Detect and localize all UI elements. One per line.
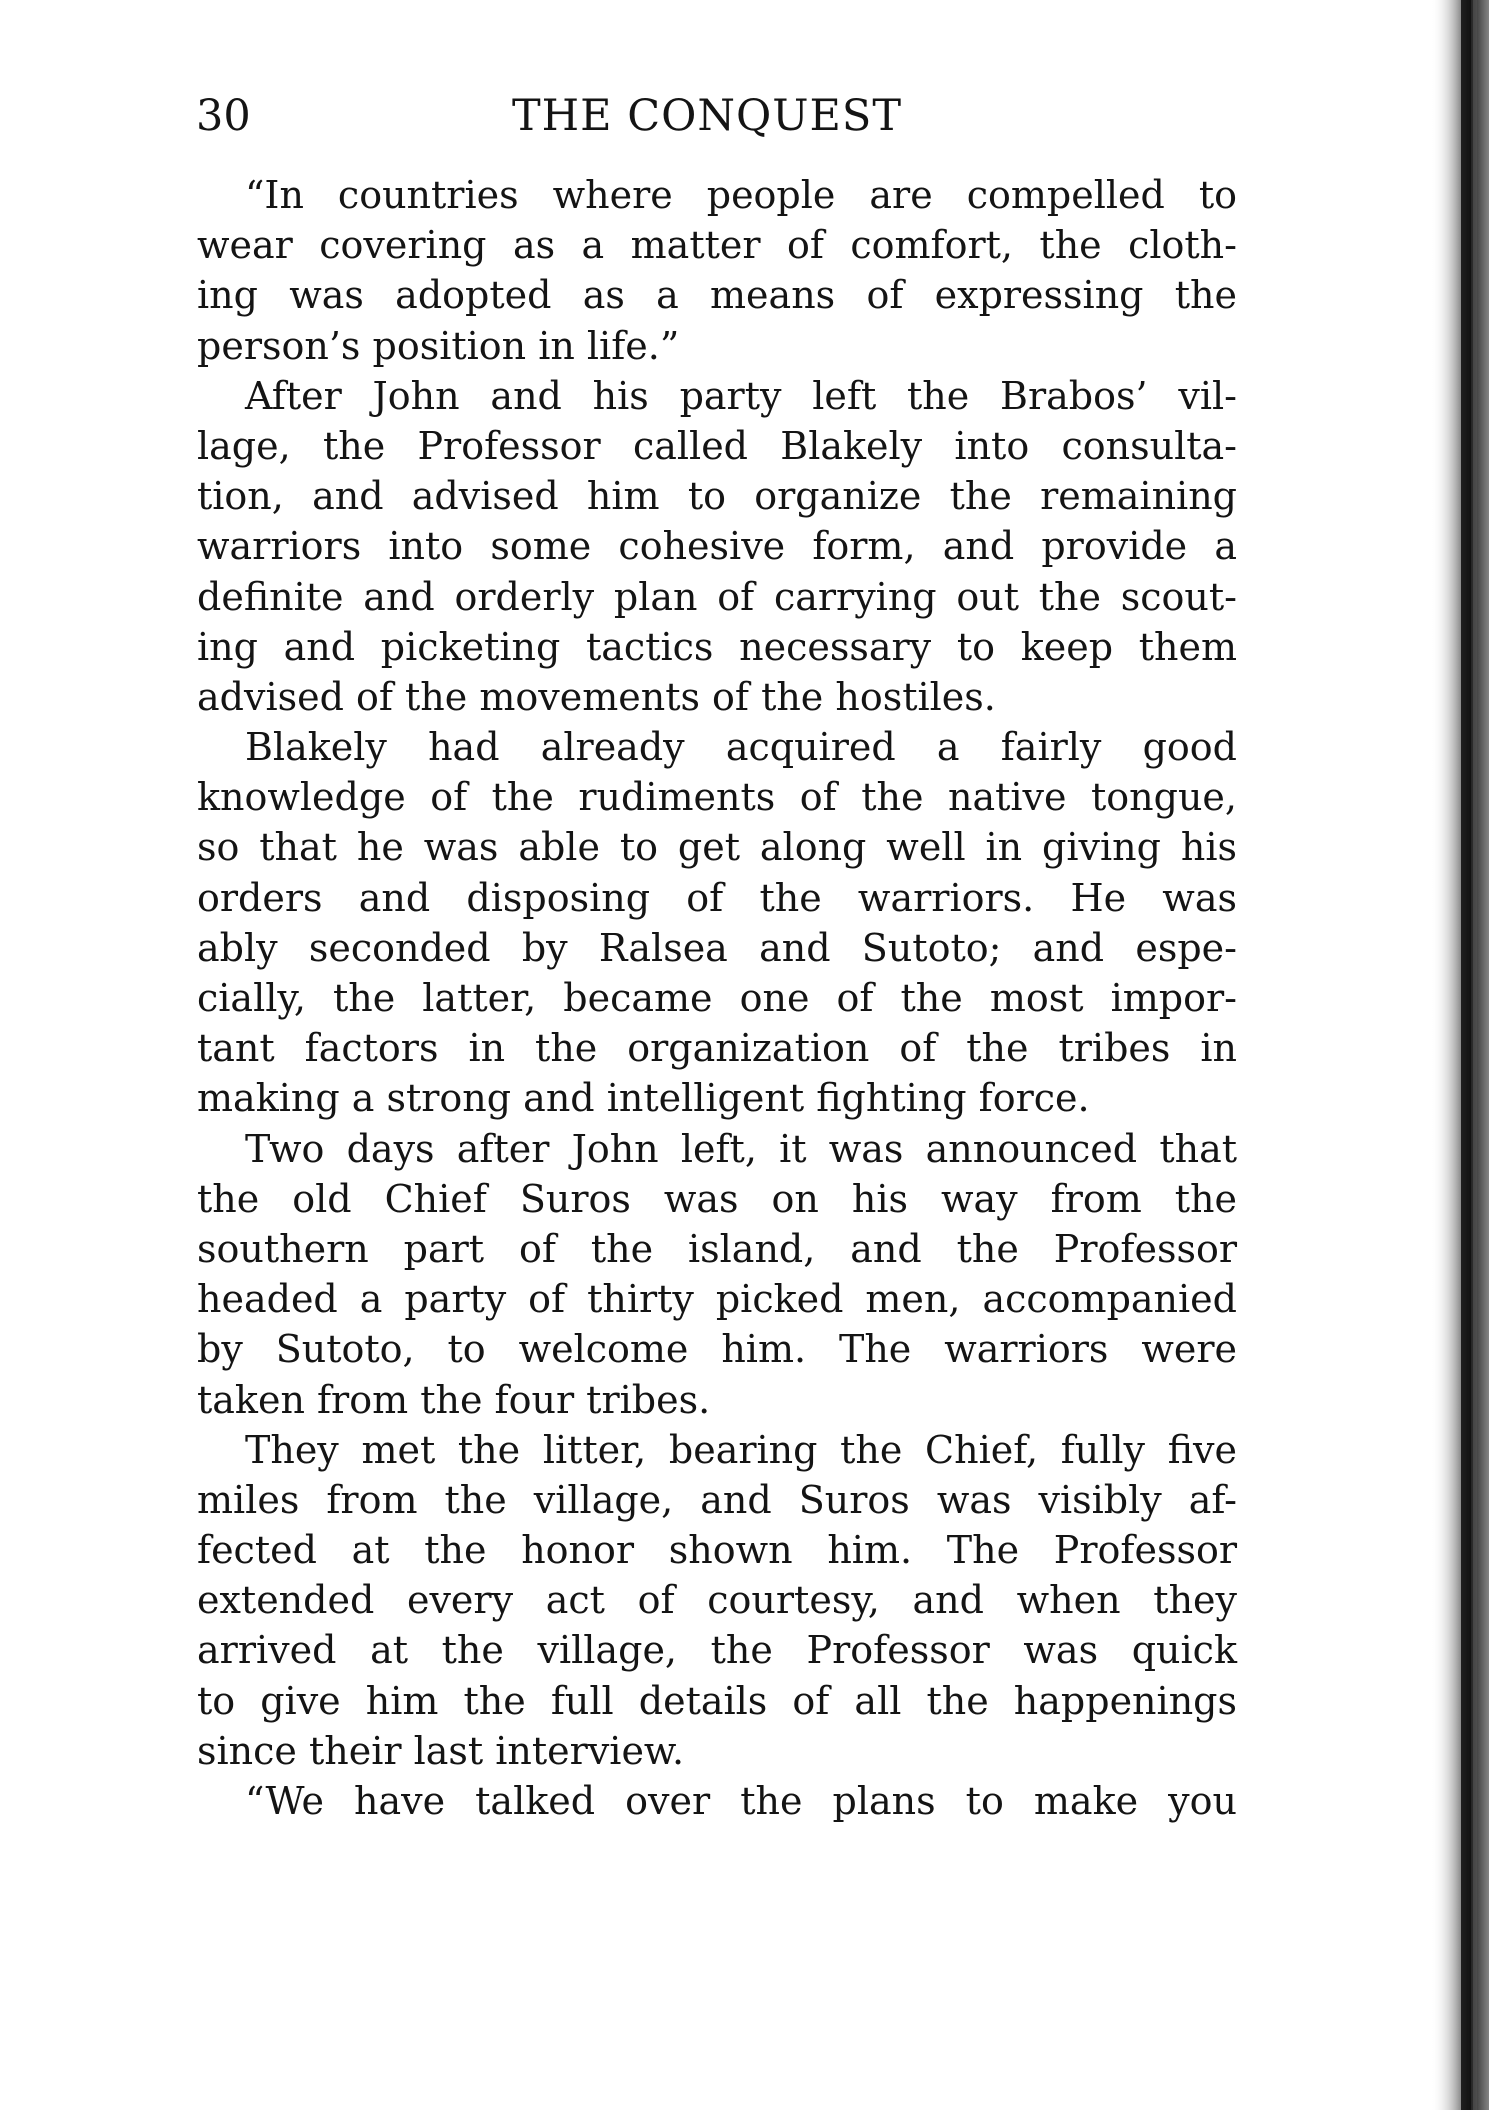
page-number: 30 <box>196 91 251 141</box>
text-line: taken from the four tribes. <box>197 1377 711 1422</box>
text-line: After John and his party left the Brabos’ vil- <box>245 373 1237 418</box>
page-binding-shadow <box>1431 0 1489 2110</box>
text-line: “In countries where people are compelled to <box>245 173 1237 217</box>
text-line: knowledge of the rudiments of the native tongue, <box>197 775 1237 820</box>
text-line: ably seconded by Ralsea and Sutoto; and espe- <box>197 925 1237 970</box>
text-line: making a strong and intelligent fighting force. <box>197 1076 1090 1121</box>
running-title: THE CONQUEST <box>512 91 903 141</box>
text-line: by Sutoto, to welcome him. The warriors were <box>197 1327 1237 1372</box>
page-header <box>196 86 1236 146</box>
text-line: Blakely had already acquired a fairly good <box>245 725 1237 770</box>
text-line: fected at the honor shown him. The Professor <box>197 1528 1237 1573</box>
text-line: wear covering as a matter of comfort, the cloth- <box>197 223 1237 268</box>
text-line: Two days after John left, it was announced that <box>245 1126 1237 1171</box>
text-line: tion, and advised him to organize the remaining <box>197 474 1237 519</box>
text-line: ing and picketing tactics necessary to keep them <box>197 624 1237 669</box>
text-line: person’s position in life.” <box>197 323 680 368</box>
text-line: orders and disposing of the warriors. He was <box>197 875 1237 920</box>
text-line: since their last interview. <box>197 1728 685 1773</box>
body-text <box>197 170 1237 1826</box>
text-line: advised of the movements of the hostiles. <box>197 674 996 719</box>
text-line: the old Chief Suros was on his way from the <box>197 1176 1237 1221</box>
text-line: miles from the village, and Suros was visibly af- <box>197 1477 1237 1522</box>
text-line: to give him the full details of all the happenings <box>197 1678 1237 1723</box>
text-line: headed a party of thirty picked men, accompanied <box>197 1277 1237 1322</box>
text-line: cially, the latter, became one of the most impor- <box>197 976 1237 1020</box>
text-line: extended every act of courtesy, and when they <box>197 1578 1237 1623</box>
text-line: tant factors in the organization of the tribes in <box>197 1026 1237 1071</box>
text-line: lage, the Professor called Blakely into consulta- <box>197 423 1237 468</box>
text-line: arrived at the village, the Professor was quick <box>197 1628 1237 1673</box>
text-line: ing was adopted as a means of expressing the <box>197 273 1237 318</box>
text-line: warriors into some cohesive form, and provide a <box>197 524 1237 569</box>
text-line: They met the litter, bearing the Chief, fully five <box>245 1427 1237 1472</box>
text-line: southern part of the island, and the Professor <box>197 1226 1237 1271</box>
text-line: “We have talked over the plans to make you <box>245 1779 1237 1823</box>
text-line: so that he was able to get along well in giving his <box>197 825 1237 870</box>
text-line: definite and orderly plan of carrying out the scout- <box>197 574 1237 619</box>
